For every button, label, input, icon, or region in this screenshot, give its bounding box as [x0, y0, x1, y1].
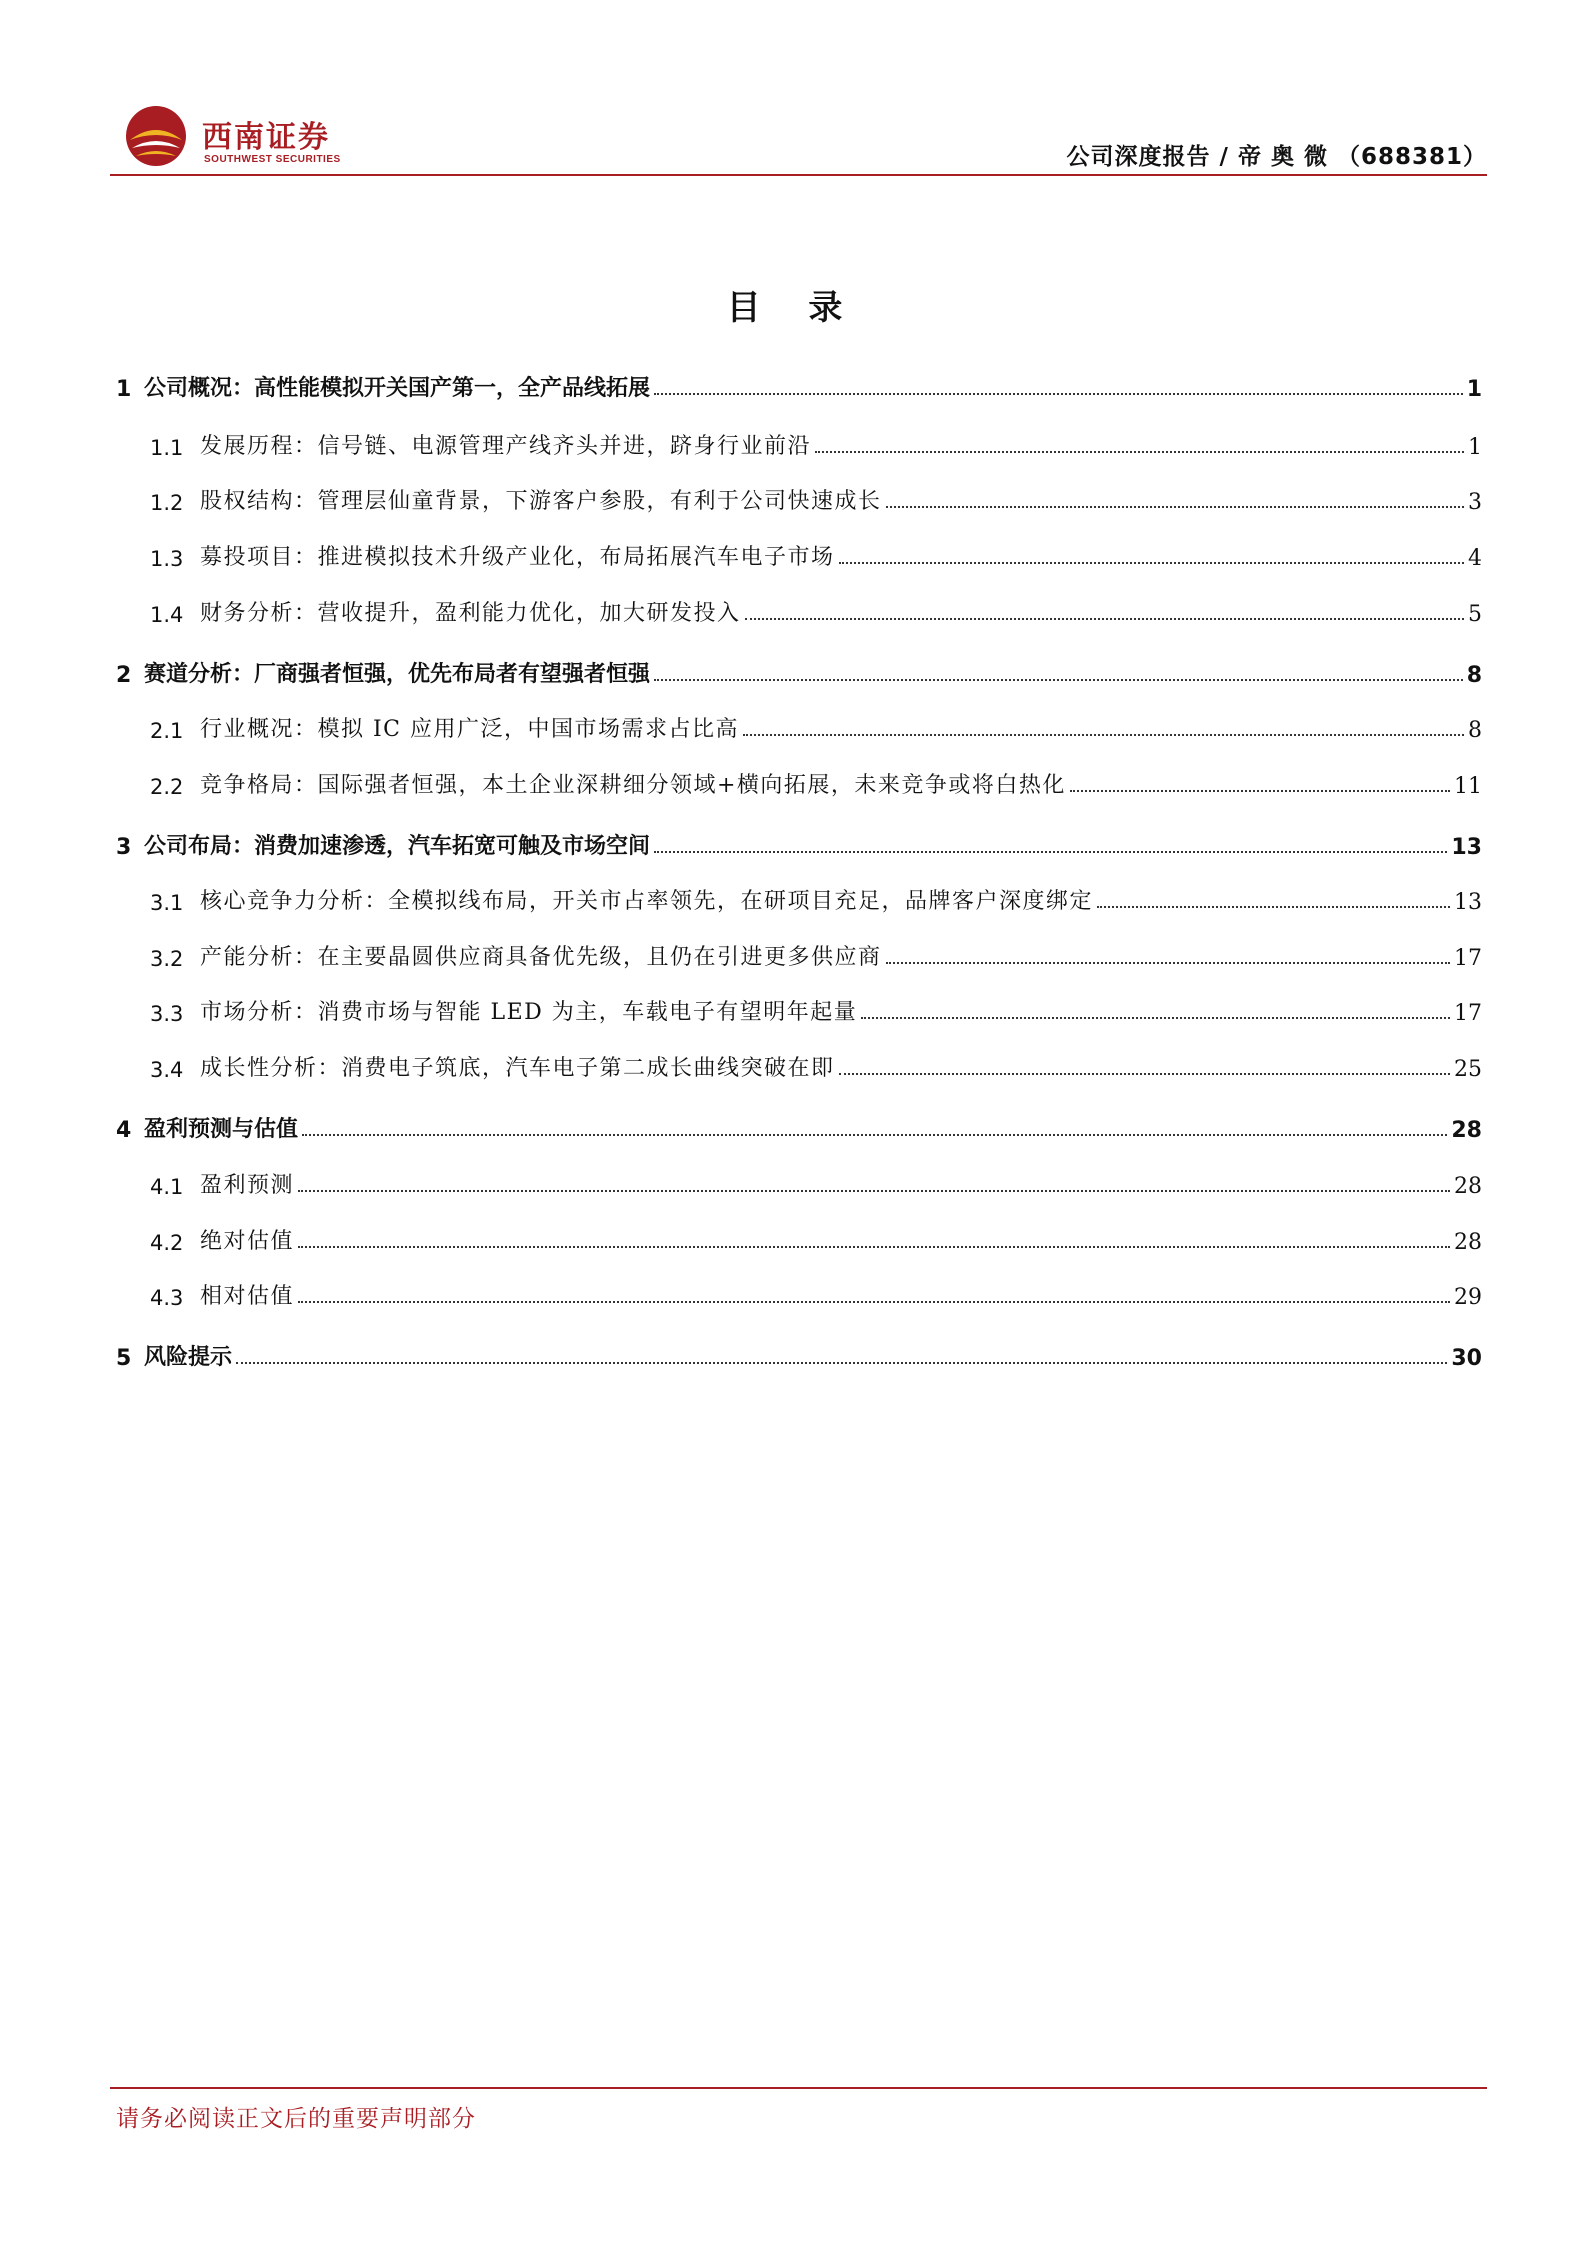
toc-entry-title: 股权结构：管理层仙童背景，下游客户参股，有利于公司快速成长 — [200, 489, 882, 514]
toc-leader-dots — [1097, 906, 1450, 908]
toc-leader-dots — [839, 1073, 1450, 1075]
toc-entry-title: 市场分析：消费市场与智能 LED 为主，车载电子有望明年起量 — [200, 1000, 858, 1025]
toc-entry-title: 盈利预测与估值 — [144, 1117, 299, 1142]
toc-entry-page: 30 — [1451, 1346, 1482, 1371]
toc-entry-title: 核心竞争力分析：全模拟线布局，开关市占率领先，在研项目充足，品牌客户深度绑定 — [200, 889, 1094, 914]
toc-entry[interactable] — [116, 426, 1482, 460]
toc-leader-dots — [298, 1190, 1450, 1192]
toc-entry-number: 2.1 — [150, 719, 184, 743]
toc-entry-page: 11 — [1454, 774, 1482, 799]
toc-entry-number: 3.1 — [150, 891, 184, 915]
toc-entry[interactable] — [116, 1221, 1482, 1255]
footer-divider — [110, 2087, 1487, 2089]
logo-chinese-name: 西南证券 — [202, 120, 330, 155]
toc-entry-number: 3 — [116, 835, 132, 860]
toc-entry-page: 17 — [1454, 946, 1482, 971]
toc-entry-title: 相对估值 — [200, 1284, 295, 1309]
toc-entry-number: 3.2 — [150, 947, 184, 971]
toc-entry-title: 成长性分析：消费电子筑底，汽车电子第二成长曲线突破在即 — [200, 1056, 835, 1081]
toc-leader-dots — [236, 1362, 1447, 1364]
toc-entry-title: 公司概况：高性能模拟开关国产第一，全产品线拓展 — [144, 376, 651, 401]
toc-entry-page: 1 — [1468, 435, 1482, 460]
toc-entry-number: 3.3 — [150, 1002, 184, 1026]
toc-entry-title: 风险提示 — [144, 1345, 233, 1370]
toc-entry[interactable] — [116, 881, 1482, 915]
toc-entry-page: 28 — [1454, 1174, 1482, 1199]
toc-entry-page: 5 — [1468, 602, 1482, 627]
toc-entry[interactable] — [116, 709, 1482, 743]
toc-entry-number: 2.2 — [150, 775, 184, 799]
toc-entry-page: 25 — [1454, 1057, 1482, 1082]
report-title: 公司深度报告 / 帝 奥 微 （688381） — [1066, 144, 1487, 170]
toc-entry[interactable] — [116, 1165, 1482, 1199]
toc-leader-dots — [298, 1246, 1450, 1248]
toc-entry[interactable] — [116, 1337, 1482, 1371]
toc-entry-page: 1 — [1466, 377, 1482, 402]
toc-entry-page: 28 — [1454, 1230, 1482, 1255]
company-logo — [120, 100, 420, 170]
toc-entry-title: 行业概况：模拟 IC 应用广泛，中国市场需求占比高 — [200, 717, 740, 742]
toc-leader-dots — [654, 393, 1463, 395]
toc-entry[interactable] — [116, 1048, 1482, 1082]
toc-entry-title: 产能分析：在主要晶圆供应商具备优先级，且仍在引进更多供应商 — [200, 945, 882, 970]
header-divider — [110, 174, 1487, 176]
toc-entry-page: 17 — [1454, 1001, 1482, 1026]
toc-heading: 目 录 — [726, 288, 861, 328]
toc-entry-title: 赛道分析：厂商强者恒强，优先布局者有望强者恒强 — [144, 662, 651, 687]
toc-leader-dots — [654, 679, 1463, 681]
toc-entry[interactable] — [116, 1109, 1482, 1143]
toc-leader-dots — [815, 451, 1464, 453]
footer-disclaimer: 请务必阅读正文后的重要声明部分 — [116, 2106, 476, 2132]
toc-leader-dots — [886, 506, 1464, 508]
toc-entry-page: 13 — [1454, 890, 1482, 915]
toc-entry-number: 1.3 — [150, 547, 184, 571]
toc-leader-dots — [743, 734, 1464, 736]
toc-entry[interactable] — [116, 654, 1482, 688]
toc-entry-number: 5 — [116, 1346, 132, 1371]
toc-entry-title: 盈利预测 — [200, 1173, 295, 1198]
toc-entry[interactable] — [116, 368, 1482, 402]
toc-entry-title: 绝对估值 — [200, 1229, 295, 1254]
toc-entry-page: 4 — [1468, 546, 1482, 571]
toc-entry[interactable] — [116, 765, 1482, 799]
toc-leader-dots — [298, 1301, 1450, 1303]
toc-entry-number: 3.4 — [150, 1058, 184, 1082]
toc-entry-title: 发展历程：信号链、电源管理产线齐头并进，跻身行业前沿 — [200, 434, 812, 459]
toc-leader-dots — [839, 562, 1464, 564]
toc-entry-number: 4.3 — [150, 1286, 184, 1310]
toc-entry[interactable] — [116, 481, 1482, 515]
toc-entry-title: 竞争格局：国际强者恒强，本土企业深耕细分领域+横向拓展，未来竞争或将白热化 — [200, 773, 1066, 798]
toc-entry-number: 1.2 — [150, 491, 184, 515]
toc-entry-number: 1.1 — [150, 436, 184, 460]
toc-leader-dots — [302, 1134, 1447, 1136]
toc-entry-number: 2 — [116, 663, 132, 688]
toc-entry-number: 1.4 — [150, 603, 184, 627]
toc-entry-page: 28 — [1451, 1118, 1482, 1143]
toc-entry-page: 3 — [1468, 490, 1482, 515]
toc-entry-page: 13 — [1451, 835, 1482, 860]
toc-entry[interactable] — [116, 826, 1482, 860]
toc-leader-dots — [886, 962, 1450, 964]
toc-entry-title: 募投项目：推进模拟技术升级产业化，布局拓展汽车电子市场 — [200, 545, 835, 570]
toc-entry-number: 4.1 — [150, 1175, 184, 1199]
toc-entry-number: 1 — [116, 377, 132, 402]
toc-entry-page: 8 — [1466, 663, 1482, 688]
logo-emblem-icon — [120, 100, 192, 172]
toc-entry[interactable] — [116, 593, 1482, 627]
toc-entry-title: 财务分析：营收提升，盈利能力优化，加大研发投入 — [200, 601, 741, 626]
toc-entry[interactable] — [116, 992, 1482, 1026]
toc-entry[interactable] — [116, 937, 1482, 971]
toc-entry[interactable] — [116, 537, 1482, 571]
toc-entry-title: 公司布局：消费加速渗透，汽车拓宽可触及市场空间 — [144, 834, 651, 859]
toc-entry-number: 4 — [116, 1118, 132, 1143]
toc-entry-page: 29 — [1454, 1285, 1482, 1310]
toc-leader-dots — [1070, 790, 1450, 792]
toc-leader-dots — [861, 1017, 1450, 1019]
toc-leader-dots — [745, 618, 1464, 620]
toc-entry-page: 8 — [1468, 718, 1482, 743]
page-header — [110, 90, 1487, 178]
toc-entry[interactable] — [116, 1276, 1482, 1310]
logo-english-name: SOUTHWEST SECURITIES — [204, 154, 341, 165]
toc-entry-number: 4.2 — [150, 1231, 184, 1255]
toc-leader-dots — [654, 851, 1447, 853]
